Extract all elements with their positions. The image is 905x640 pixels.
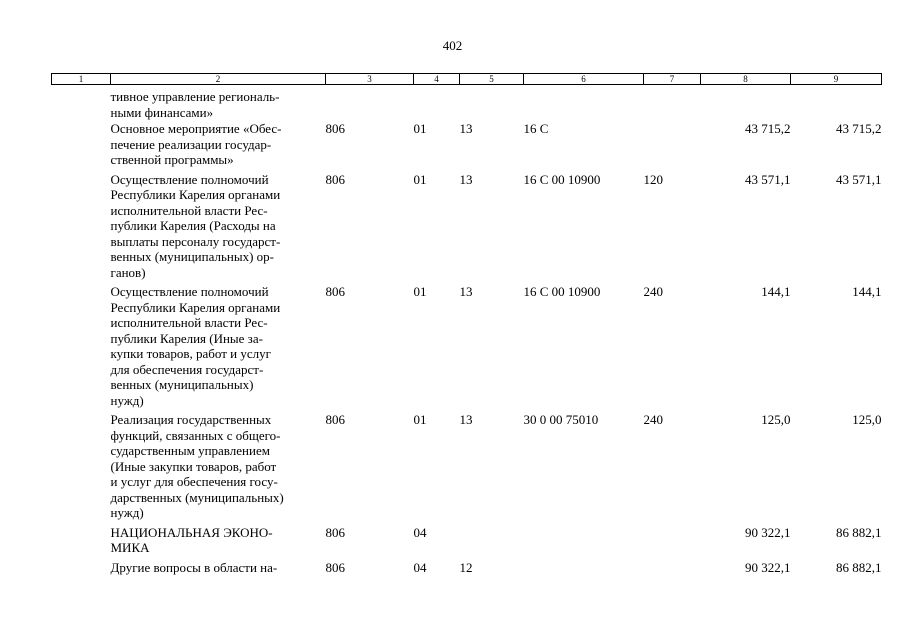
amount-year1-cell [701, 85, 791, 122]
section-code-cell: 04 [413, 524, 427, 540]
budget-table [51, 73, 882, 579]
page-number: 402 [442, 38, 463, 53]
row-number-cell [52, 560, 111, 580]
subsection-code-cell [460, 525, 524, 560]
column-header: 9 [791, 74, 882, 85]
expense-type-cell: 240 [643, 284, 663, 299]
ministry-code-cell: 806 [325, 284, 345, 299]
column-header: 8 [701, 74, 791, 85]
item-name-cell: Другие вопросы в области на- [110, 559, 278, 575]
column-header: 4 [414, 74, 460, 85]
item-name-cell: Осуществление полномочий Республики Карелия органами исполнительной власти Рес- публики Карелия (Расходы на выплаты персоналу государст- венных (муниципальных) ор- ганов) [110, 171, 281, 280]
column-number-row [52, 74, 882, 85]
target-article-cell [524, 85, 644, 122]
target-article-cell: 16 С 00 10900 [523, 171, 601, 187]
item-name-cell: Осуществление полномочий Республики Карелия органами исполнительной власти Рес- публики Карелия (Иные за- купки товаров, работ и услуг для обеспечения государст- венных (муниципальных) нужд) [110, 284, 281, 408]
ministry-code-cell: 806 [325, 412, 345, 427]
table-row [52, 284, 882, 412]
column-header: 7 [644, 74, 701, 85]
amount-year1-cell: 90 322,1 [745, 524, 791, 540]
amount-year1-cell: 144,1 [761, 284, 791, 299]
ministry-code-cell: 806 [325, 524, 345, 540]
expense-type-cell: 240 [643, 412, 663, 427]
expense-type-cell [644, 560, 701, 580]
amount-year1-cell: 43 571,1 [745, 171, 791, 187]
expense-type-cell [644, 85, 701, 122]
amount-year2-cell [791, 85, 882, 122]
amount-year1-cell: 125,0 [761, 412, 791, 427]
section-code-cell: 04 [413, 559, 427, 575]
amount-year2-cell: 125,0 [852, 412, 882, 427]
row-number-cell [52, 525, 111, 560]
item-name-cell: Реализация государственных функций, связанных с общего- сударственным управлением (Иные закупки товаров, работ и услуг для обеспечения госу- дарственных (муниципальных) нужд) [110, 412, 284, 520]
subsection-code-cell: 13 [459, 412, 473, 427]
target-article-cell: 16 С 00 10900 [523, 284, 601, 299]
section-code-cell: 01 [413, 412, 427, 427]
column-header: 6 [524, 74, 644, 85]
subsection-code-cell: 12 [459, 559, 473, 575]
row-number-cell [52, 172, 111, 285]
section-code-cell: 01 [413, 121, 427, 136]
table-row [52, 121, 882, 172]
table-row [52, 85, 882, 122]
item-name-cell: тивное управление региональ- ными финансами» [110, 89, 280, 120]
row-number-cell [52, 85, 111, 122]
table-row [52, 172, 882, 285]
ministry-code-cell: 806 [325, 171, 345, 187]
amount-year2-cell: 86 882,1 [836, 524, 882, 540]
target-article-cell: 30 0 00 75010 [523, 412, 599, 427]
subsection-code-cell: 13 [459, 121, 473, 136]
table-row [52, 412, 882, 525]
table-row [52, 560, 882, 580]
row-number-cell [52, 121, 111, 172]
expense-type-cell: 120 [643, 171, 663, 187]
ministry-code-cell: 806 [325, 559, 345, 575]
item-name-cell: НАЦИОНАЛЬНАЯ ЭКОНО- МИКА [110, 524, 273, 555]
column-header: 3 [326, 74, 414, 85]
target-article-cell [524, 560, 644, 580]
amount-year1-cell: 90 322,1 [745, 559, 791, 575]
amount-year2-cell: 144,1 [852, 284, 882, 299]
amount-year2-cell: 43 715,2 [836, 121, 882, 136]
expense-type-cell [644, 121, 701, 172]
row-number-cell [52, 412, 111, 525]
expense-type-cell [644, 525, 701, 560]
column-header: 2 [111, 74, 326, 85]
section-code-cell: 01 [413, 171, 427, 187]
target-article-cell [524, 525, 644, 560]
target-article-cell: 16 С [523, 121, 549, 136]
section-code-cell [414, 85, 460, 122]
column-header: 1 [52, 74, 111, 85]
row-number-cell [52, 284, 111, 412]
table-body [52, 85, 882, 580]
table-row [52, 525, 882, 560]
column-header: 5 [460, 74, 524, 85]
ministry-code-cell: 806 [325, 121, 345, 136]
amount-year1-cell: 43 715,2 [745, 121, 791, 136]
amount-year2-cell: 43 571,1 [836, 171, 882, 187]
subsection-code-cell: 13 [459, 171, 473, 187]
section-code-cell: 01 [413, 284, 427, 299]
subsection-code-cell [460, 85, 524, 122]
subsection-code-cell: 13 [459, 284, 473, 299]
amount-year2-cell: 86 882,1 [836, 559, 882, 575]
item-name-cell: Основное мероприятие «Обес- печение реализации государ- ственной программы» [110, 121, 282, 167]
ministry-code-cell [326, 85, 414, 122]
